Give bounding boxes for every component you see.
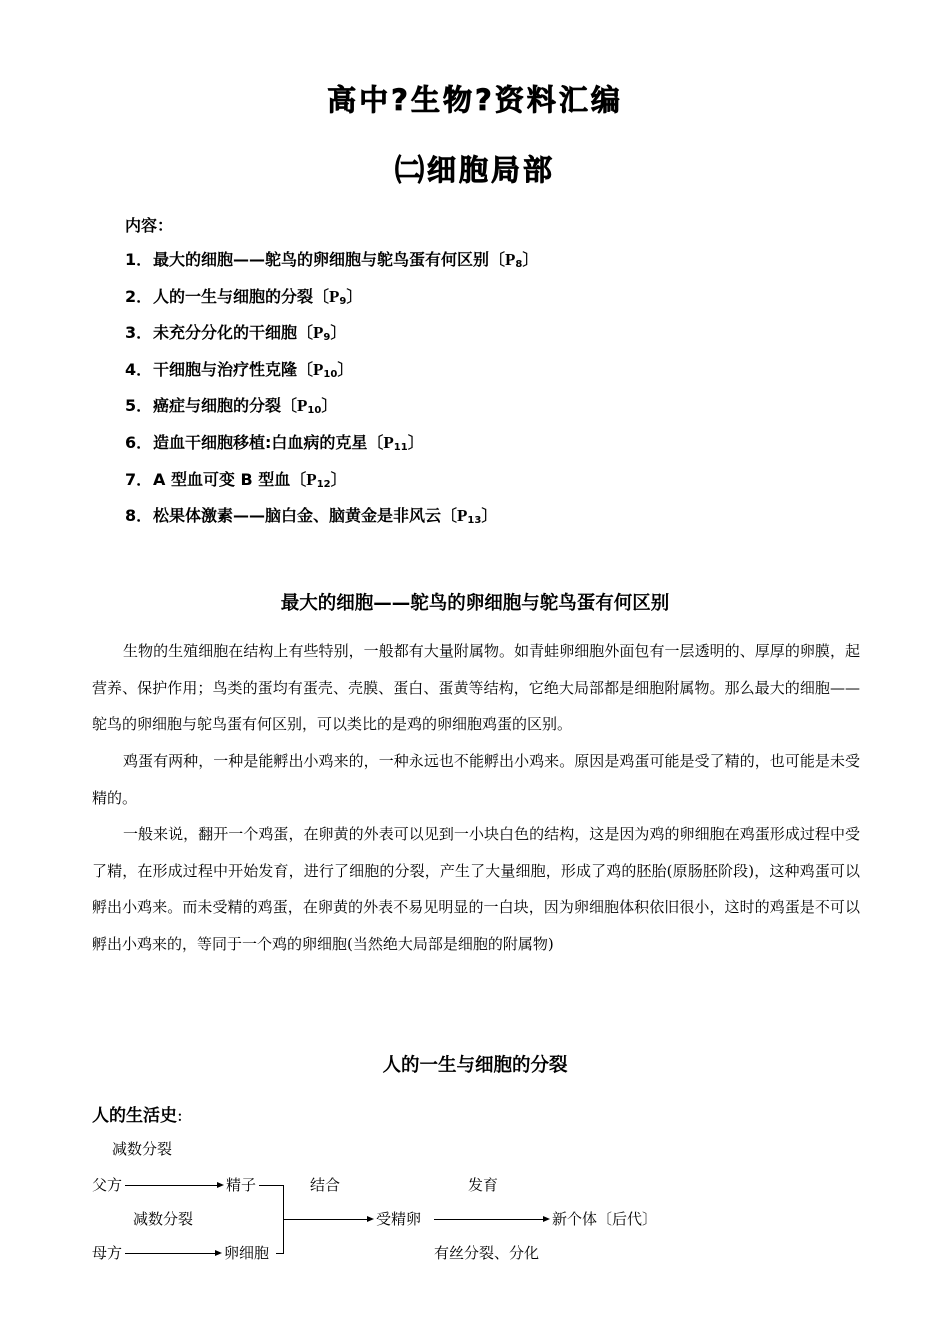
document-title: 高中?生物?资料汇编 <box>327 83 623 117</box>
new-individual-label: 新个体〔后代〕 <box>552 1210 658 1228</box>
egg-label: 卵细胞 <box>224 1244 270 1262</box>
combine-label: 结合 <box>310 1176 341 1194</box>
mitosis-label: 有丝分裂、分化 <box>434 1244 540 1262</box>
toc-item: 1．最大的细胞——鸵鸟的卵细胞与鸵鸟蛋有何区别〔$P_8$〕 <box>125 250 539 270</box>
toc-item: 7．A 型血可变 B 型血〔$P_{12}$〕 <box>125 469 347 490</box>
meiosis-label-top: 减数分裂 <box>112 1140 173 1158</box>
mother-label: 母方 <box>92 1244 123 1262</box>
toc-item: 4．干细胞与治疗性克隆〔$P_{10}$〕 <box>125 359 354 380</box>
develop-label: 发育 <box>468 1176 499 1194</box>
toc-item: 2．人的一生与细胞的分裂〔$P_9$〕 <box>125 286 363 307</box>
section-title: 最大的细胞——鸵鸟的卵细胞与鸵鸟蛋有何区别 <box>280 593 670 614</box>
arrow-head-icon <box>217 1182 224 1188</box>
father-label: 父方 <box>92 1176 123 1194</box>
sperm-connector <box>259 1185 283 1186</box>
arrow-head-icon <box>215 1250 222 1256</box>
sperm-label: 精子 <box>226 1176 257 1194</box>
zygote-label: 受精卵 <box>376 1210 422 1228</box>
arrow-head-icon <box>543 1216 550 1222</box>
father-arrow-line <box>125 1185 218 1186</box>
body-paragraph: 鸡蛋有两种，一种是能孵出小鸡来的，一种永远也不能孵出小鸡来。原因是鸡蛋可能是受了精的，也可能是未受精的。 <box>92 752 860 807</box>
body-paragraph: 一般来说，翻开一个鸡蛋，在卵黄的外表可以见到一小块白色的结构，这是因为鸡的卵细胞在鸡蛋形成过程中受了精，在形成过程中开始发育，进行了细胞的分裂，产生了大量细胞，形成了鸡的胚胎(原肠胚阶段)，这种鸡蛋可以孵出小鸡来。而未受精的鸡蛋，在卵黄的外表不易见明显的一白块，因为卵细胞体积依旧很小，这时的鸡蛋是不可以孵出小鸡来的，等同于一个鸡的卵细胞(当然绝大局部是细胞的附属物) <box>92 825 860 953</box>
body-paragraph: 生物的生殖细胞在结构上有些特别，一般都有大量附属物。如青蛙卵细胞外面包有一层透明的、厚厚的卵膜，起营养、保护作用；鸟类的蛋均有蛋壳、壳膜、蛋白、蛋黄等结构，它绝大局部都是细胞附属物。那么最大的细胞——鸵鸟的卵细胞与鸵鸟蛋有何区别，可以类比的是鸡的卵细胞鸡蛋的区别。 <box>92 642 860 734</box>
mother-arrow-line <box>125 1253 216 1254</box>
toc-item: 8．松果体激素——脑白金、脑黄金是非风云〔$P_{13}$〕 <box>125 506 498 527</box>
zygote-arrow-line <box>284 1219 368 1220</box>
develop-arrow-line <box>434 1219 544 1220</box>
section-title: 人的一生与细胞的分裂 <box>382 1055 568 1076</box>
egg-connector <box>276 1253 284 1254</box>
toc-heading: 内容： <box>125 216 174 235</box>
toc-item: 6．造血干细胞移植:白血病的克星〔$P_{11}$〕 <box>125 432 424 453</box>
toc-item: 5．癌症与细胞的分裂〔$P_{10}$〕 <box>125 396 338 417</box>
arrow-head-icon <box>367 1216 374 1222</box>
document-subtitle: ㈡细胞局部 <box>394 153 555 187</box>
life-history-label: 人的生活史: <box>92 1106 183 1126</box>
table-of-contents <box>125 245 538 538</box>
toc-item: 3．未充分分化的干细胞〔$P_9$〕 <box>125 323 347 344</box>
meiosis-label-bottom: 减数分裂 <box>133 1210 194 1228</box>
